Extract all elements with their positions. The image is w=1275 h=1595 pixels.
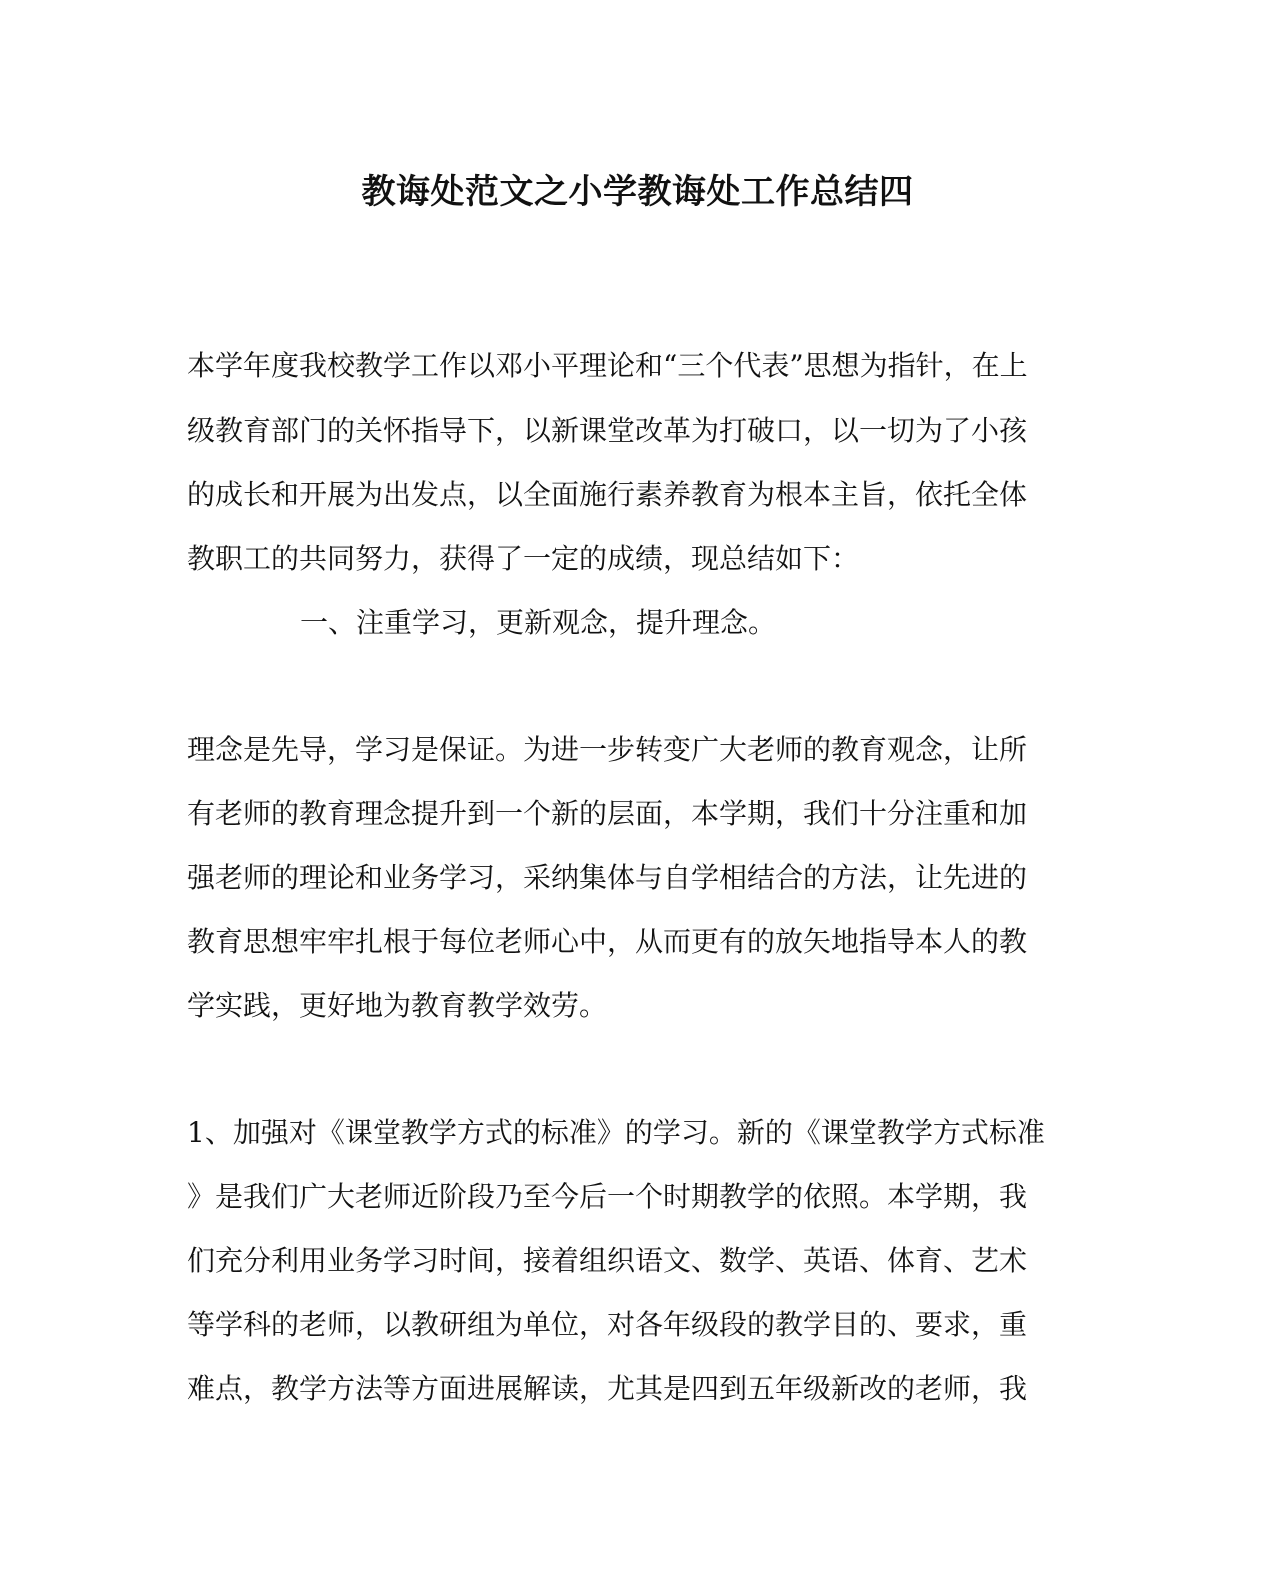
- paragraph-line: 教育思想牢牢扎根于每位老师心中，从而更有的放矢地指导本人的教: [187, 925, 1028, 958]
- document-title: 教诲处范文之小学教诲处工作总结四: [361, 172, 914, 212]
- paragraph-line: 有老师的教育理念提升到一个新的层面，本学期，我们十分注重和加: [187, 797, 1028, 830]
- paragraph-line: 理念是先导，学习是保证。为进一步转变广大老师的教育观念，让所: [187, 733, 1028, 766]
- paragraph-line: 的成长和开展为出发点，以全面施行素养教育为根本主旨，依托全体: [187, 478, 1028, 511]
- paragraph-line: 们充分利用业务学习时间，接着组织语文、数学、英语、体育、艺术: [187, 1244, 1028, 1277]
- paragraph-line: 》是我们广大老师近阶段乃至今后一个时期教学的依照。本学期，我: [187, 1180, 1028, 1213]
- paragraph-line: 学实践，更好地为教育教学效劳。: [187, 989, 608, 1022]
- paragraph-line: 等学科的老师，以教研组为单位，对各年级段的教学目的、要求，重: [187, 1308, 1028, 1341]
- paragraph-line: 级教育部门的关怀指导下，以新课堂改革为打破口，以一切为了小孩: [187, 414, 1028, 447]
- paragraph-line: 强老师的理论和业务学习，采纳集体与自学相结合的方法，让先进的: [187, 861, 1028, 894]
- section-heading: 一、注重学习，更新观念，提升理念。: [300, 606, 777, 639]
- paragraph-line: 教职工的共同努力，获得了一定的成绩，现总结如下：: [187, 542, 860, 575]
- paragraph-line: 本学年度我校教学工作以邓小平理论和“三个代表”思想为指针，在上: [187, 349, 1028, 382]
- paragraph-line: 难点，教学方法等方面进展解读，尤其是四到五年级新改的老师，我: [187, 1372, 1028, 1405]
- paragraph-line: 1、加强对《课堂教学方式的标准》的学习。新的《课堂教学方式标准: [187, 1116, 1045, 1149]
